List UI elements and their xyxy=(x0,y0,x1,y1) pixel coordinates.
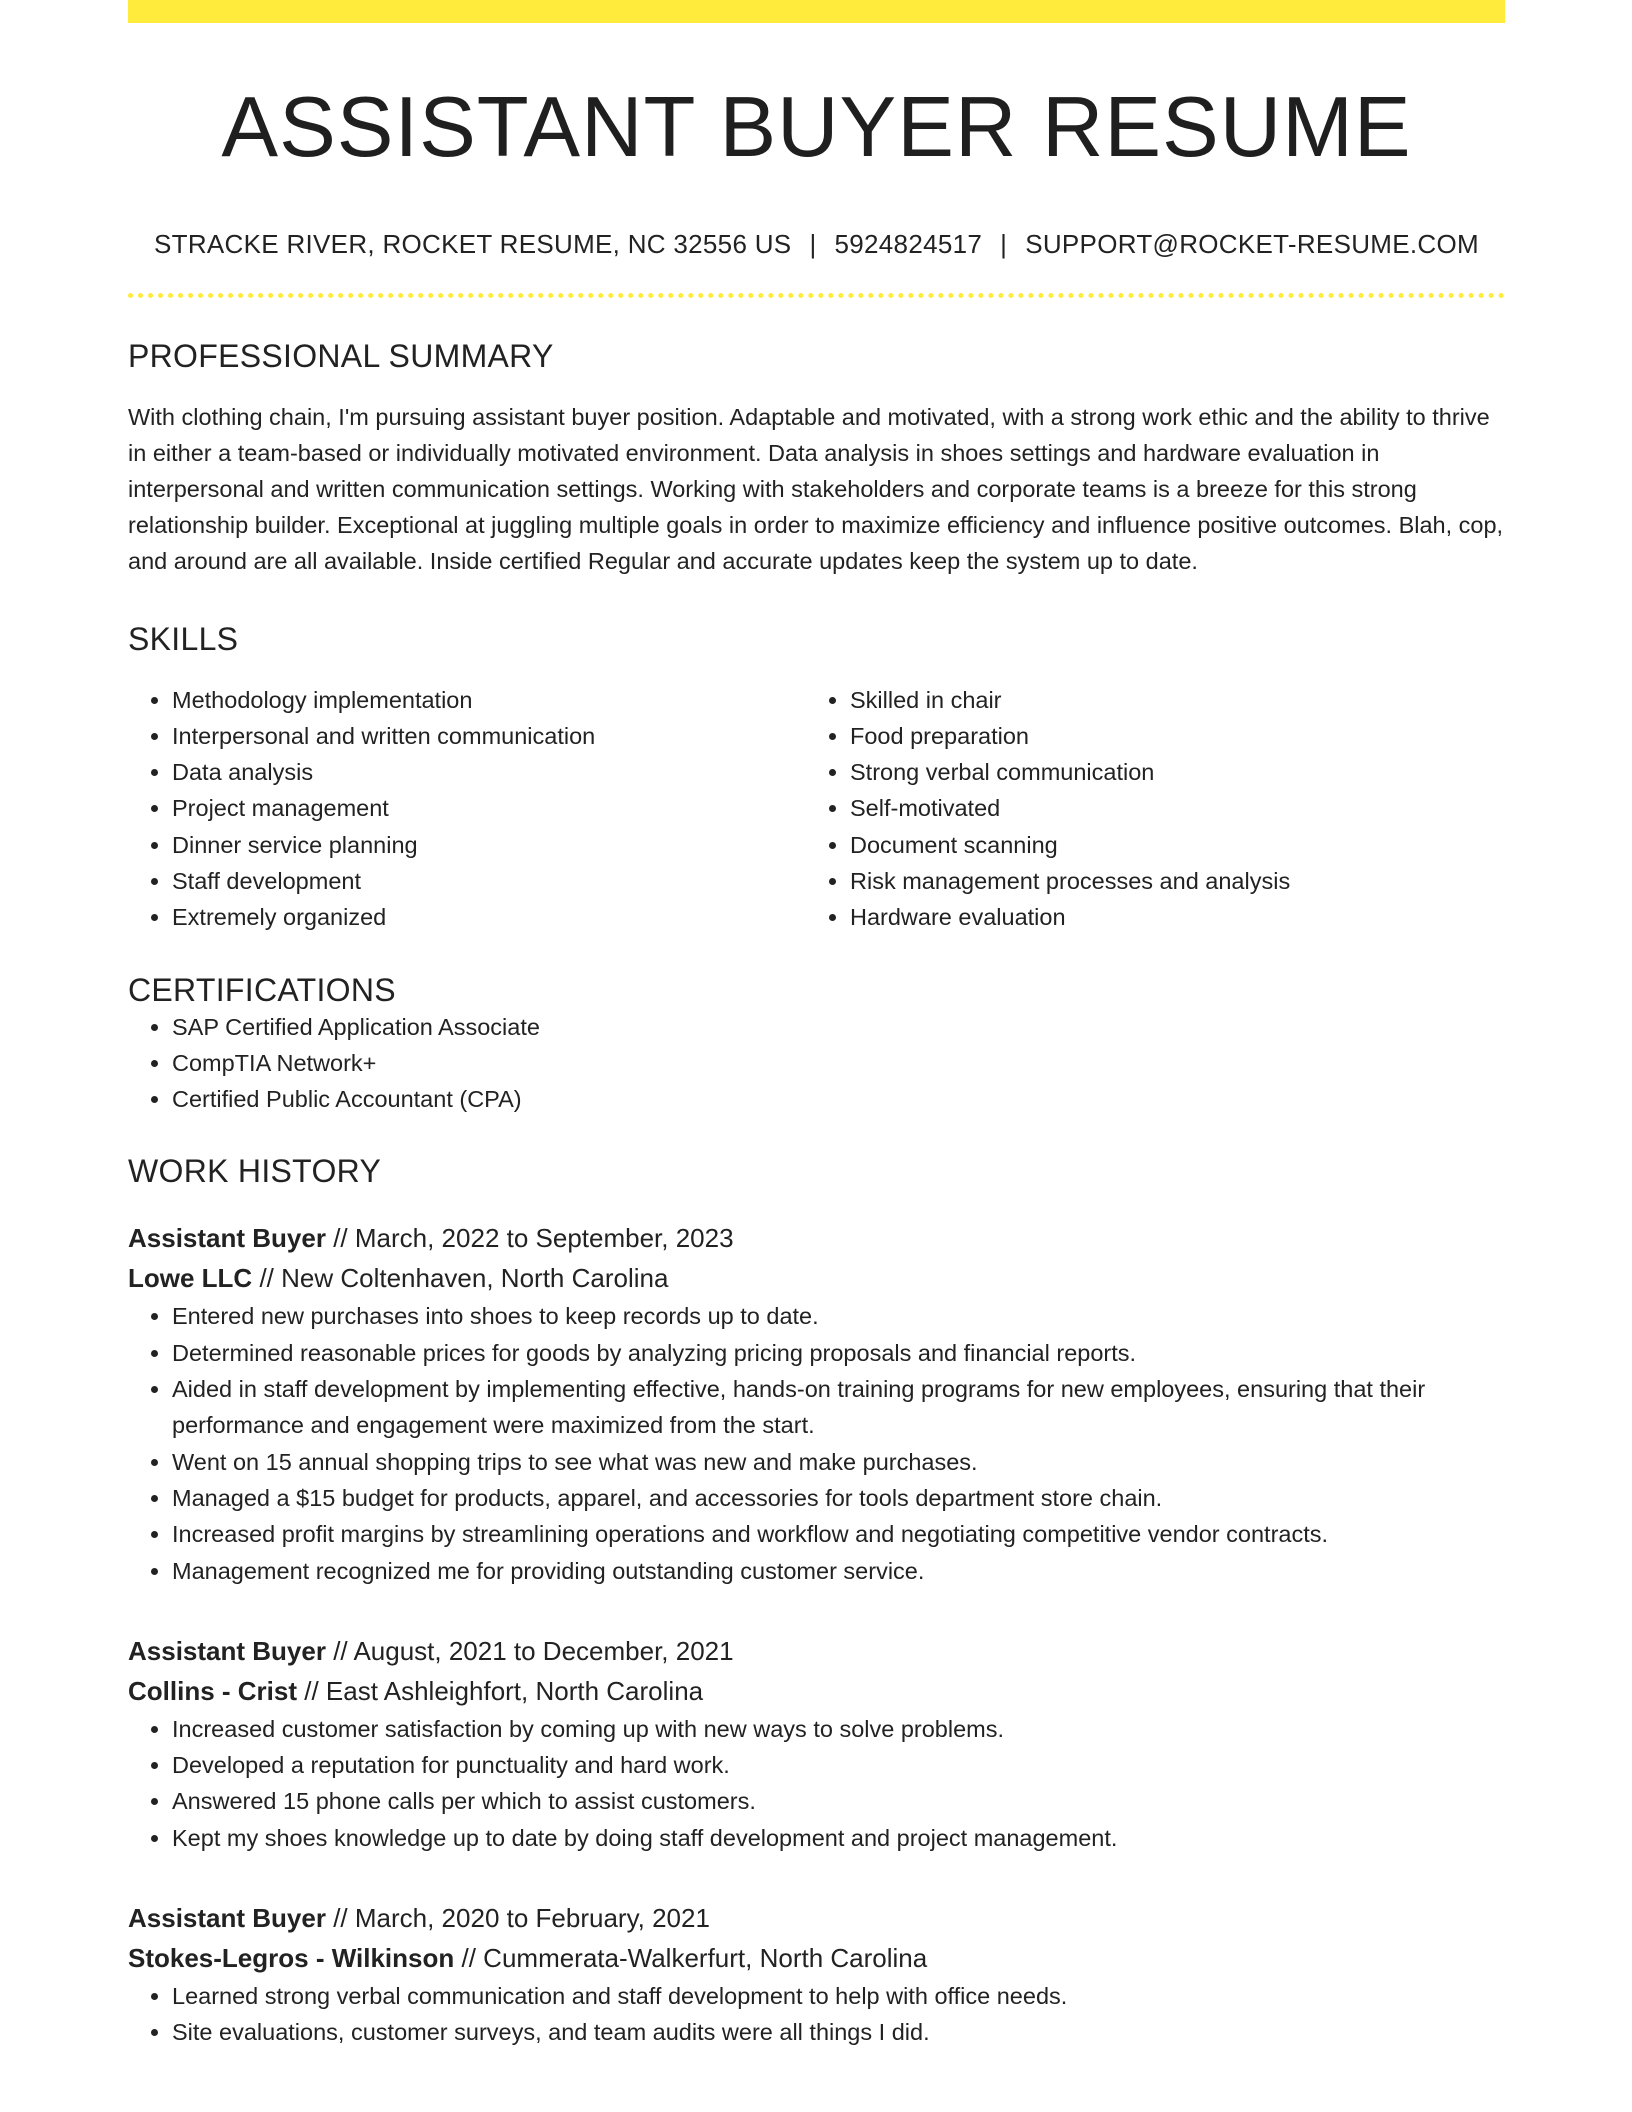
job-role: Assistant Buyer xyxy=(128,1903,326,1934)
skills-right-list xyxy=(806,682,1484,936)
skill-item: • Skilled in chair xyxy=(850,682,1484,718)
resume-page xyxy=(128,0,1505,2051)
skill-item: • Data analysis xyxy=(172,754,806,790)
job-dates: // August, 2021 to December, 2021 xyxy=(333,1635,734,1666)
skill-item: • Project management xyxy=(172,790,806,826)
skill-item: • Document scanning xyxy=(850,827,1484,863)
job-title-line xyxy=(128,1898,1505,1938)
job-title-line xyxy=(128,1631,1505,1671)
certification-item: • SAP Certified Application Associate xyxy=(172,1009,1505,1045)
certifications-heading: CERTIFICATIONS xyxy=(128,971,396,1008)
job-bullet: • Answered 15 phone calls per which to assist customers. xyxy=(172,1783,1505,1819)
job-dates: // March, 2022 to September, 2023 xyxy=(333,1223,734,1254)
job-bullet: • Increased profit margins by streamlining operations and workflow and negotiating competitive vendor contracts. xyxy=(172,1516,1505,1552)
job-company-line xyxy=(128,1258,1505,1298)
skill-item: • Strong verbal communication xyxy=(850,754,1484,790)
job-bullets xyxy=(128,1711,1505,1856)
contact-phone: 5924824517 xyxy=(834,228,983,259)
skills-heading: SKILLS xyxy=(128,620,239,657)
job-location: // East Ashleighfort, North Carolina xyxy=(304,1675,704,1706)
job-bullet: • Learned strong verbal communication and staff development to help with office needs. xyxy=(172,1978,1505,2014)
job-company: Lowe LLC xyxy=(128,1263,253,1294)
job-role: Assistant Buyer xyxy=(128,1223,326,1254)
contact-separator: | xyxy=(1000,228,1008,259)
job-company: Collins - Crist xyxy=(128,1675,298,1706)
skill-item: • Staff development xyxy=(172,863,806,899)
certification-item: • CompTIA Network+ xyxy=(172,1045,1505,1081)
skills-left-column xyxy=(128,682,806,936)
job-location: // New Coltenhaven, North Carolina xyxy=(259,1263,669,1294)
job-bullet: • Kept my shoes knowledge up to date by doing staff development and project management. xyxy=(172,1820,1505,1856)
contact-address: STRACKE RIVER, ROCKET RESUME, NC 32556 US xyxy=(154,228,792,259)
job-company-line xyxy=(128,1938,1505,1978)
skill-item: • Dinner service planning xyxy=(172,827,806,863)
skill-item: • Self-motivated xyxy=(850,790,1484,826)
accent-top-bar xyxy=(128,0,1505,23)
job-company: Stokes-Legros - Wilkinson xyxy=(128,1943,455,1974)
contact-line xyxy=(128,229,1505,260)
job-bullet: • Management recognized me for providing outstanding customer service. xyxy=(172,1553,1505,1589)
job-bullet: • Site evaluations, customer surveys, and team audits were all things I did. xyxy=(172,2014,1505,2050)
job-bullet: • Determined reasonable prices for goods by analyzing pricing proposals and financial reports. xyxy=(172,1335,1505,1371)
skill-item: • Hardware evaluation xyxy=(850,899,1484,935)
summary-text: With clothing chain, I'm pursuing assistant buyer position. Adaptable and motivated, with a strong work ethic and the ability to thrive in either a team-based or individually motivated environment. Data analysis in shoes settings and hardware evaluation in interpersonal and written communication settings. Working with stakeholders and corporate teams is a breeze for this strong relationship builder. Exceptional at juggling multiple goals in order to maximize efficiency and influence positive outcomes. Blah, cop, and around are all available. Inside certified Regular and accurate updates keep the system up to date. xyxy=(128,403,1504,574)
job-bullet: • Went on 15 annual shopping trips to see what was new and make purchases. xyxy=(172,1444,1505,1480)
job-entry xyxy=(128,1631,1505,1856)
job-bullets xyxy=(128,1298,1505,1588)
skill-item: • Food preparation xyxy=(850,718,1484,754)
certifications-list xyxy=(128,1009,1505,1118)
dotted-divider xyxy=(128,293,1505,298)
job-role: Assistant Buyer xyxy=(128,1635,326,1666)
job-bullets xyxy=(128,1978,1505,2051)
work-history-heading: WORK HISTORY xyxy=(128,1153,382,1190)
job-bullet: • Aided in staff development by implementing effective, hands-on training programs for new employees, ensuring that their performance and engagement were maximized from the start. xyxy=(172,1371,1505,1444)
job-bullet: • Developed a reputation for punctuality and hard work. xyxy=(172,1747,1505,1783)
skills-columns xyxy=(128,682,1505,936)
job-dates: // March, 2020 to February, 2021 xyxy=(333,1903,710,1934)
job-entry xyxy=(128,1898,1505,2051)
job-location: // Cummerata-Walkerfurt, North Carolina xyxy=(461,1943,928,1974)
summary-heading: PROFESSIONAL SUMMARY xyxy=(128,337,554,374)
job-bullet: • Entered new purchases into shoes to keep records up to date. xyxy=(172,1298,1505,1334)
job-bullet: • Increased customer satisfaction by coming up with new ways to solve problems. xyxy=(172,1711,1505,1747)
contact-email: SUPPORT@ROCKET-RESUME.COM xyxy=(1025,228,1479,259)
skill-item: • Extremely organized xyxy=(172,899,806,935)
job-bullet: • Managed a $15 budget for products, apparel, and accessories for tools department store chain. xyxy=(172,1480,1505,1516)
skills-left-list xyxy=(128,682,806,936)
job-company-line xyxy=(128,1671,1505,1711)
skill-item: • Methodology implementation xyxy=(172,682,806,718)
skills-right-column xyxy=(806,682,1484,936)
resume-title: ASSISTANT BUYER RESUME xyxy=(221,80,1412,175)
skill-item: • Risk management processes and analysis xyxy=(850,863,1484,899)
contact-separator: | xyxy=(809,228,817,259)
skill-item: • Interpersonal and written communication xyxy=(172,718,806,754)
job-entry xyxy=(128,1218,1505,1588)
job-title-line xyxy=(128,1218,1505,1258)
certification-item: • Certified Public Accountant (CPA) xyxy=(172,1081,1505,1117)
